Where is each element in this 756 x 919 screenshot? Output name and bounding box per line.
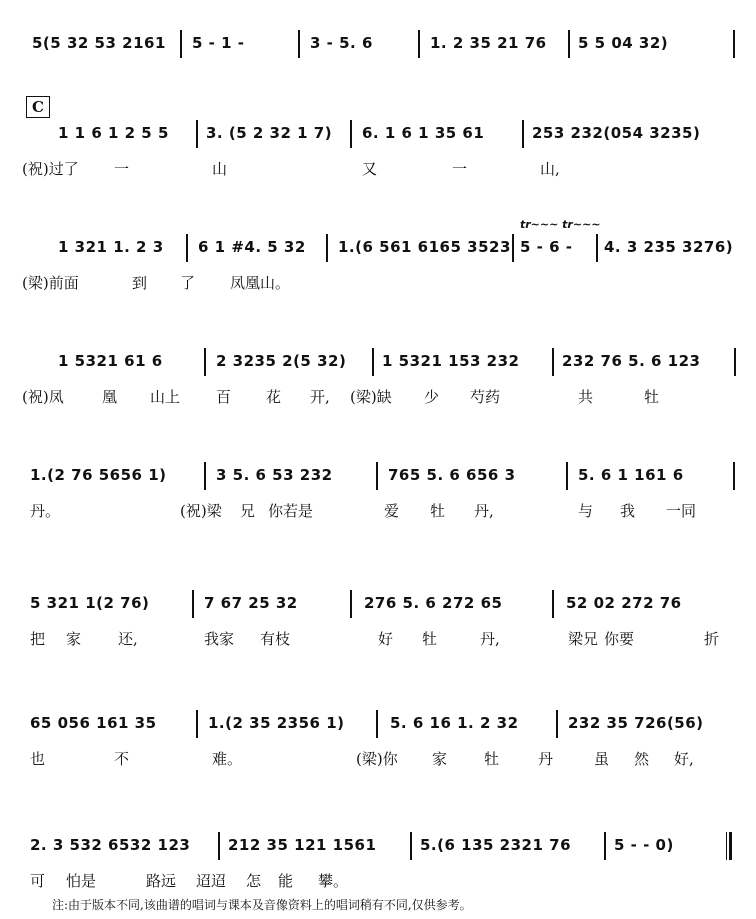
barline — [512, 234, 514, 262]
lyric: 一 — [452, 160, 468, 178]
final-barline — [726, 832, 732, 860]
measure: 65 056 161 35 — [30, 714, 157, 732]
barline — [418, 30, 420, 58]
lyric: 到 — [132, 274, 148, 292]
lyric: 把 — [30, 630, 46, 648]
lyric: 有枝 — [260, 630, 291, 648]
measure: 5 - - 0) — [614, 836, 674, 854]
lyric: 一同 — [666, 502, 697, 520]
lyric: 迢迢 — [196, 872, 227, 890]
measure: 1 5321 153 232 — [382, 352, 520, 370]
lyric: 一 — [114, 160, 130, 178]
lyric: 还, — [118, 630, 138, 648]
lyric: 然 — [634, 750, 650, 768]
measure: 1.(6 561 6165 3523 — [338, 238, 511, 256]
lyric: 家 — [66, 630, 82, 648]
measure: 5 5 04 32) — [578, 34, 669, 52]
lyric: 可 — [30, 872, 46, 890]
lyric: 能 — [278, 872, 294, 890]
barline — [204, 462, 206, 490]
notation-row — [0, 118, 756, 152]
lyric: 凰 — [102, 388, 118, 406]
measure: 232 76 5. 6 123 — [562, 352, 701, 370]
barline — [218, 832, 220, 860]
measure: 1 5321 61 6 — [58, 352, 163, 370]
measure: 6. 1 6 1 35 61 — [362, 124, 485, 142]
measure: 5. 6 1 161 6 — [578, 466, 684, 484]
lyric: 好 — [378, 630, 394, 648]
measure: 1 321 1. 2 3 — [58, 238, 164, 256]
measure: 5. 6 16 1. 2 32 — [390, 714, 519, 732]
lyric: 共 — [578, 388, 594, 406]
barline — [410, 832, 412, 860]
barline — [733, 30, 735, 58]
measure: 212 35 121 1561 — [228, 836, 377, 854]
lyric: 丹, — [480, 630, 500, 648]
lyric: 爱 — [384, 502, 400, 520]
measure: 3 - 5. 6 — [310, 34, 373, 52]
notation-row — [0, 232, 756, 266]
lyrics-row — [22, 628, 742, 650]
lyrics-row — [22, 870, 742, 892]
lyric: 了 — [180, 274, 196, 292]
barline — [326, 234, 328, 262]
lyric: 芍药 — [470, 388, 501, 406]
lyric: 你若是 — [268, 502, 314, 520]
lyric: 好, — [674, 750, 694, 768]
lyric: 难。 — [212, 750, 243, 768]
lyric: (祝)梁 — [180, 502, 222, 520]
measure: 1.(2 76 5656 1) — [30, 466, 167, 484]
measure: 52 02 272 76 — [566, 594, 682, 612]
barline — [204, 348, 206, 376]
barline — [522, 120, 524, 148]
barline — [552, 590, 554, 618]
lyric: 怎 — [246, 872, 262, 890]
trill-marks: tr~~~ tr~~~ — [520, 218, 601, 231]
lyrics-row — [22, 500, 742, 522]
lyric: 花 — [266, 388, 282, 406]
lyrics-row — [22, 158, 742, 180]
footnote: 注:由于版本不同,该曲谱的唱词与课本及音像资料上的唱词稍有不同,仅供参考。 — [52, 898, 472, 912]
lyric: 山, — [540, 160, 560, 178]
section-label-box: C — [26, 96, 50, 118]
measure: 1. 2 35 21 76 — [430, 34, 547, 52]
lyric: 与 — [578, 502, 594, 520]
barline — [566, 462, 568, 490]
barline — [556, 710, 558, 738]
lyric: 牡 — [430, 502, 446, 520]
barline — [196, 120, 198, 148]
lyric: 也 — [30, 750, 46, 768]
lyric: 丹 — [538, 750, 554, 768]
measure: 5 321 1(2 76) — [30, 594, 150, 612]
lyric: 路远 — [146, 872, 177, 890]
lyric: 兄 — [240, 502, 256, 520]
measure: 232 35 726(56) — [568, 714, 704, 732]
lyric: 少 — [424, 388, 440, 406]
barline — [192, 590, 194, 618]
measure: 6 1 #4. 5 32 — [198, 238, 306, 256]
barline — [372, 348, 374, 376]
barline — [552, 348, 554, 376]
barline — [604, 832, 606, 860]
barline — [196, 710, 198, 738]
measure: 5 - 6 - — [520, 238, 573, 256]
barline — [350, 120, 352, 148]
barline — [350, 590, 352, 618]
lyric: 我家 — [204, 630, 235, 648]
lyrics-row — [22, 386, 742, 408]
measure: 276 5. 6 272 65 — [364, 594, 503, 612]
lyric: 家 — [432, 750, 448, 768]
measure: 7 67 25 32 — [204, 594, 298, 612]
notation-row — [0, 28, 756, 62]
lyric: 我 — [620, 502, 636, 520]
lyric: (梁)你 — [356, 750, 398, 768]
notation-row — [0, 708, 756, 742]
barline — [734, 348, 736, 376]
barline — [568, 30, 570, 58]
lyric: (祝)凤 — [22, 388, 64, 406]
lyric: 又 — [362, 160, 378, 178]
barline — [596, 234, 598, 262]
measure: 3 5. 6 53 232 — [216, 466, 333, 484]
lyric: 凤凰山。 — [230, 274, 291, 292]
lyric: 怕是 — [66, 872, 97, 890]
lyric: 开, — [310, 388, 330, 406]
lyric: (祝)过了 — [22, 160, 79, 178]
lyric: 你要 — [604, 630, 635, 648]
measure: 1 1 6 1 2 5 5 — [58, 124, 169, 142]
lyrics-row — [22, 272, 742, 294]
measure: 1.(2 35 2356 1) — [208, 714, 345, 732]
lyric: (梁)缺 — [350, 388, 392, 406]
measure: 3. (5 2 32 1 7) — [206, 124, 333, 142]
barline — [376, 710, 378, 738]
lyric: 不 — [114, 750, 130, 768]
measure: 2 3235 2(5 32) — [216, 352, 347, 370]
lyric: 折 — [704, 630, 720, 648]
barline — [186, 234, 188, 262]
notation-row — [0, 588, 756, 622]
notation-row — [0, 830, 756, 864]
lyric: (梁)前面 — [22, 274, 79, 292]
measure: 4. 3 235 3276) — [604, 238, 734, 256]
notation-row — [0, 460, 756, 494]
lyrics-row — [22, 748, 742, 770]
measure: 5(5 32 53 2161 — [32, 34, 166, 52]
measure: 5 - 1 - — [192, 34, 245, 52]
lyric: 梁兄 — [568, 630, 599, 648]
barline — [733, 462, 735, 490]
barline — [298, 30, 300, 58]
lyric: 牡 — [484, 750, 500, 768]
measure: 765 5. 6 656 3 — [388, 466, 516, 484]
lyric: 丹, — [474, 502, 494, 520]
notation-row — [0, 346, 756, 380]
lyric: 丹。 — [30, 502, 61, 520]
lyric: 山上 — [150, 388, 181, 406]
measure: 5.(6 135 2321 76 — [420, 836, 572, 854]
lyric: 虽 — [594, 750, 610, 768]
measure: 253 232(054 3235) — [532, 124, 701, 142]
lyric: 牡 — [644, 388, 660, 406]
measure: 2. 3 532 6532 123 — [30, 836, 191, 854]
barline — [180, 30, 182, 58]
lyric: 牡 — [422, 630, 438, 648]
lyric: 攀。 — [318, 872, 349, 890]
barline — [376, 462, 378, 490]
lyric: 山 — [212, 160, 228, 178]
lyric: 百 — [216, 388, 232, 406]
